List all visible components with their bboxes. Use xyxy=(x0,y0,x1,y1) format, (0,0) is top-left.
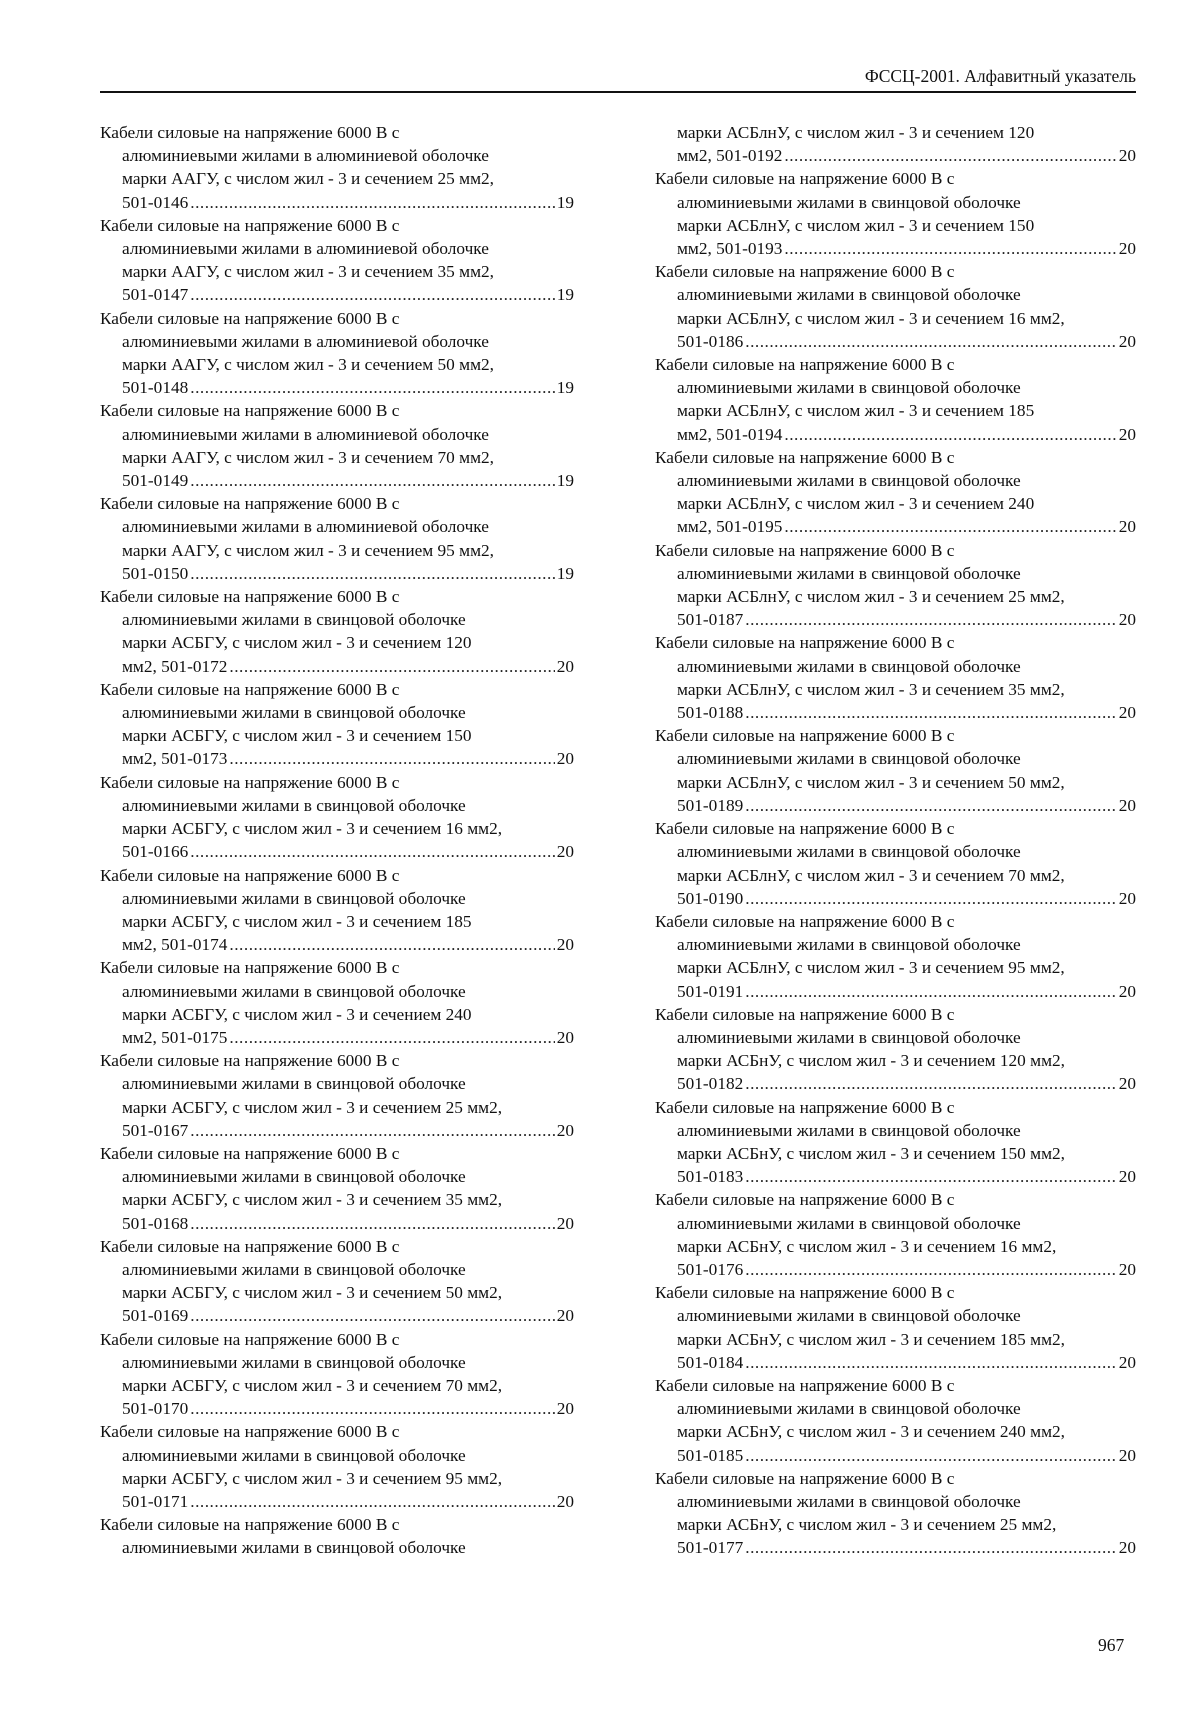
entry-text-line: алюминиевыми жилами в свинцовой оболочке xyxy=(122,1074,466,1094)
dot-leader xyxy=(190,1119,554,1142)
entry-text-line: марки АСБГУ, с числом жил - 3 и сечением 120 xyxy=(122,633,472,653)
dot-leader xyxy=(190,1397,554,1420)
entry-title: Кабели силовые на напряжение 6000 В с xyxy=(100,401,400,421)
entry-title: Кабели силовые на напряжение 6000 В с xyxy=(655,1283,955,1303)
entry-text-line: алюминиевыми жилами в свинцовой оболочке xyxy=(122,1167,466,1187)
entry-text-line: алюминиевыми жилами в свинцовой оболочке xyxy=(677,563,1021,583)
entry-page-number: 20 xyxy=(1118,1259,1136,1279)
entry-text-line: алюминиевыми жилами в свинцовой оболочке xyxy=(677,935,1021,955)
dot-leader xyxy=(190,1490,554,1513)
entry-code-line xyxy=(655,330,1136,353)
index-entry xyxy=(655,1374,1136,1467)
entry-page-number: 20 xyxy=(1118,1167,1136,1187)
entry-text-line: алюминиевыми жилами в алюминиевой оболочке xyxy=(122,146,489,166)
entry-title: Кабели силовые на напряжение 6000 В с xyxy=(655,447,955,467)
dot-leader xyxy=(784,515,1116,538)
entry-code: мм2, 501-0172 xyxy=(122,656,228,676)
entry-code-line xyxy=(655,1444,1136,1467)
entry-code: 501-0183 xyxy=(677,1167,744,1187)
entry-page-number: 20 xyxy=(556,1306,574,1326)
entry-text-line: марки АСБлнУ, с числом жил - 3 и сечением 35 мм2, xyxy=(677,679,1065,699)
index-entry xyxy=(100,1420,574,1513)
dot-leader xyxy=(229,1026,554,1049)
entry-text-line: алюминиевыми жилами в свинцовой оболочке xyxy=(677,192,1021,212)
entry-page-number: 20 xyxy=(1118,239,1136,259)
entry-title: Кабели силовые на напряжение 6000 В с xyxy=(655,169,955,189)
entry-text-line: алюминиевыми жилами в свинцовой оболочке xyxy=(677,1120,1021,1140)
entry-text-line: алюминиевыми жилами в свинцовой оболочке xyxy=(677,656,1021,676)
entry-title: Кабели силовые на напряжение 6000 В с xyxy=(655,911,955,931)
entry-code-line xyxy=(655,515,1136,538)
entry-code-line xyxy=(655,608,1136,631)
entry-code: 501-0176 xyxy=(677,1259,744,1279)
entry-code: мм2, 501-0193 xyxy=(677,239,783,259)
index-entry xyxy=(655,353,1136,446)
entry-code: 501-0169 xyxy=(122,1306,189,1326)
entry-code-line xyxy=(100,747,574,770)
entry-title: Кабели силовые на напряжение 6000 В с xyxy=(100,215,400,235)
entry-code: 501-0166 xyxy=(122,842,189,862)
index-entry xyxy=(100,1049,574,1142)
entry-code: 501-0189 xyxy=(677,795,744,815)
entry-text-line: алюминиевыми жилами в свинцовой оболочке xyxy=(677,1213,1021,1233)
entry-text-line: марки АСБнУ, с числом жил - 3 и сечением 25 мм2, xyxy=(677,1515,1057,1535)
entry-title: Кабели силовые на напряжение 6000 В с xyxy=(655,1097,955,1117)
index-entry xyxy=(655,1188,1136,1281)
entry-code: 501-0167 xyxy=(122,1120,189,1140)
entry-text-line: алюминиевыми жилами в свинцовой оболочке xyxy=(677,749,1021,769)
entry-text-line: марки АСБнУ, с числом жил - 3 и сечением 120 мм2, xyxy=(677,1051,1065,1071)
entry-code: 501-0182 xyxy=(677,1074,744,1094)
entry-title: Кабели силовые на напряжение 6000 В с xyxy=(655,819,955,839)
entry-text-line: марки АСБГУ, с числом жил - 3 и сечением 70 мм2, xyxy=(122,1375,503,1395)
entry-text-line: марки АСБГУ, с числом жил - 3 и сечением 95 мм2, xyxy=(122,1468,503,1488)
entry-title: Кабели силовые на напряжение 6000 В с xyxy=(100,494,400,514)
entry-text-line: марки АСБлнУ, с числом жил - 3 и сечением 185 xyxy=(677,401,1035,421)
entry-title: Кабели силовые на напряжение 6000 В с xyxy=(100,1051,400,1071)
index-entry xyxy=(100,121,574,214)
entry-title: Кабели силовые на напряжение 6000 В с xyxy=(655,633,955,653)
entry-code-line xyxy=(100,840,574,863)
dot-leader xyxy=(745,1444,1116,1467)
index-entry xyxy=(655,1096,1136,1189)
index-entry xyxy=(100,678,574,771)
entry-code: 501-0171 xyxy=(122,1491,189,1511)
dot-leader xyxy=(190,562,554,585)
index-entry xyxy=(655,817,1136,910)
entry-code: мм2, 501-0192 xyxy=(677,146,783,166)
entry-code-line xyxy=(100,1212,574,1235)
dot-leader xyxy=(784,237,1116,260)
entry-code: 501-0168 xyxy=(122,1213,189,1233)
entry-code-line xyxy=(100,376,574,399)
entry-text-line: алюминиевыми жилами в свинцовой оболочке xyxy=(122,1352,466,1372)
dot-leader xyxy=(190,1304,554,1327)
entry-text-line: алюминиевыми жилами в свинцовой оболочке xyxy=(677,1491,1021,1511)
entry-title: Кабели силовые на напряжение 6000 В с xyxy=(100,1236,400,1256)
dot-leader xyxy=(190,469,554,492)
dot-leader xyxy=(784,144,1116,167)
dot-leader xyxy=(745,1165,1116,1188)
dot-leader xyxy=(784,423,1116,446)
entry-text-line: алюминиевыми жилами в алюминиевой оболочке xyxy=(122,424,489,444)
index-entry xyxy=(100,956,574,1049)
index-entry xyxy=(655,910,1136,1003)
index-entry xyxy=(100,307,574,400)
entry-text-line: марки АСБГУ, с числом жил - 3 и сечением 16 мм2, xyxy=(122,819,503,839)
entry-text-line: марки АСБГУ, с числом жил - 3 и сечением 185 xyxy=(122,911,472,931)
entry-page-number: 20 xyxy=(1118,517,1136,537)
dot-leader xyxy=(745,1072,1116,1095)
entry-text-line: алюминиевыми жилами в свинцовой оболочке xyxy=(122,981,466,1001)
index-entry xyxy=(100,1513,574,1559)
entry-code: 501-0177 xyxy=(677,1538,744,1558)
index-entry xyxy=(655,260,1136,353)
entry-title: Кабели силовые на напряжение 6000 В с xyxy=(100,1515,400,1535)
index-entry xyxy=(100,1142,574,1235)
dot-leader xyxy=(190,283,554,306)
index-entry xyxy=(655,446,1136,539)
entry-title: Кабели силовые на напряжение 6000 В с xyxy=(100,958,400,978)
entry-code: 501-0188 xyxy=(677,703,744,723)
index-entry xyxy=(100,864,574,957)
entry-page-number: 20 xyxy=(556,656,574,676)
entry-page-number: 20 xyxy=(1118,981,1136,1001)
index-entry xyxy=(100,771,574,864)
entry-code-line xyxy=(655,701,1136,724)
entry-text-line: алюминиевыми жилами в свинцовой оболочке xyxy=(122,1259,466,1279)
entry-page-number: 20 xyxy=(1118,1538,1136,1558)
entry-page-number: 20 xyxy=(1118,610,1136,630)
entry-text-line: марки АСБлнУ, с числом жил - 3 и сечением 70 мм2, xyxy=(677,865,1065,885)
entry-text-line: марки ААГУ, с числом жил - 3 и сечением 70 мм2, xyxy=(122,447,494,467)
entry-page-number: 20 xyxy=(1118,795,1136,815)
entry-page-number: 20 xyxy=(1118,331,1136,351)
entry-text-line: марки АСБнУ, с числом жил - 3 и сечением 16 мм2, xyxy=(677,1236,1057,1256)
entry-text-line: марки АСБГУ, с числом жил - 3 и сечением 240 xyxy=(122,1004,472,1024)
entry-code: 501-0147 xyxy=(122,285,189,305)
entry-text-line: марки ААГУ, с числом жил - 3 и сечением 95 мм2, xyxy=(122,540,494,560)
entry-code: мм2, 501-0174 xyxy=(122,935,228,955)
entry-code: мм2, 501-0195 xyxy=(677,517,783,537)
entry-code: мм2, 501-0173 xyxy=(122,749,228,769)
entry-text-line: марки АСБГУ, с числом жил - 3 и сечением 35 мм2, xyxy=(122,1190,503,1210)
entry-code: 501-0191 xyxy=(677,981,744,1001)
dot-leader xyxy=(190,840,554,863)
entry-text-line: алюминиевыми жилами в свинцовой оболочке xyxy=(677,1027,1021,1047)
entry-page-number: 20 xyxy=(1118,1445,1136,1465)
dot-leader xyxy=(229,933,554,956)
entry-text-line: марки ААГУ, с числом жил - 3 и сечением 50 мм2, xyxy=(122,355,494,375)
entry-text-line: марки АСБлнУ, с числом жил - 3 и сечением 50 мм2, xyxy=(677,772,1065,792)
page-number: 967 xyxy=(1098,1635,1125,1655)
entry-text-line: алюминиевыми жилами в свинцовой оболочке xyxy=(677,378,1021,398)
entry-code-line xyxy=(655,980,1136,1003)
entry-title: Кабели силовые на напряжение 6000 В с xyxy=(655,540,955,560)
index-entry xyxy=(655,1281,1136,1374)
entry-code: 501-0185 xyxy=(677,1445,744,1465)
index-entry xyxy=(655,631,1136,724)
dot-leader xyxy=(745,330,1116,353)
entry-page-number: 19 xyxy=(556,192,574,212)
entry-title: Кабели силовые на напряжение 6000 В с xyxy=(655,726,955,746)
entry-page-number: 20 xyxy=(556,749,574,769)
entry-title: Кабели силовые на напряжение 6000 В с xyxy=(100,1422,400,1442)
entry-title: Кабели силовые на напряжение 6000 В с xyxy=(100,1143,400,1163)
entry-text-line: алюминиевыми жилами в свинцовой оболочке xyxy=(122,888,466,908)
entry-text-line: марки АСБлнУ, с числом жил - 3 и сечением 25 мм2, xyxy=(677,587,1065,607)
entry-code-line xyxy=(100,469,574,492)
entry-page-number: 19 xyxy=(556,471,574,491)
entry-title: Кабели силовые на напряжение 6000 В с xyxy=(100,308,400,328)
entry-title: Кабели силовые на напряжение 6000 В с xyxy=(655,1004,955,1024)
entry-code-line xyxy=(100,1397,574,1420)
entry-text-line: алюминиевыми жилами в свинцовой оболочке xyxy=(122,610,466,630)
index-entry xyxy=(100,585,574,678)
entry-page-number: 20 xyxy=(556,1491,574,1511)
entry-text-line: марки ААГУ, с числом жил - 3 и сечением 35 мм2, xyxy=(122,262,494,282)
entry-text-line: марки АСБнУ, с числом жил - 3 и сечением 240 мм2, xyxy=(677,1422,1065,1442)
entry-code-line xyxy=(100,562,574,585)
entry-title: Кабели силовые на напряжение 6000 В с xyxy=(655,1375,955,1395)
dot-leader xyxy=(745,1351,1116,1374)
entry-text-line: алюминиевыми жилами в свинцовой оболочке xyxy=(677,1306,1021,1326)
dot-leader xyxy=(745,608,1116,631)
entry-code-line xyxy=(655,1351,1136,1374)
entry-page-number: 20 xyxy=(556,935,574,955)
entry-code-line xyxy=(655,144,1136,167)
entry-title: Кабели силовые на напряжение 6000 В с xyxy=(100,1329,400,1349)
entry-page-number: 20 xyxy=(1118,703,1136,723)
entry-text-line: алюминиевыми жилами в алюминиевой оболочке xyxy=(122,239,489,259)
entry-page-number: 20 xyxy=(556,842,574,862)
index-entry xyxy=(655,167,1136,260)
dot-leader xyxy=(745,1536,1116,1559)
entry-code: мм2, 501-0175 xyxy=(122,1027,228,1047)
index-entry xyxy=(655,1003,1136,1096)
entry-code-line xyxy=(655,423,1136,446)
index-entry xyxy=(100,1235,574,1328)
entry-text-line: алюминиевыми жилами в свинцовой оболочке xyxy=(122,795,466,815)
entry-code: 501-0187 xyxy=(677,610,744,630)
index-entry xyxy=(655,724,1136,817)
entry-code: 501-0150 xyxy=(122,563,189,583)
dot-leader xyxy=(745,794,1116,817)
entry-page-number: 20 xyxy=(1118,1074,1136,1094)
entry-title: Кабели силовые на напряжение 6000 В с xyxy=(100,679,400,699)
entry-code-line xyxy=(655,794,1136,817)
index-entry xyxy=(100,399,574,492)
entry-text-line: алюминиевыми жилами в свинцовой оболочке xyxy=(122,703,466,723)
dot-leader xyxy=(745,980,1116,1003)
entry-code: 501-0190 xyxy=(677,888,744,908)
index-entry xyxy=(655,121,1136,167)
entry-code: 501-0170 xyxy=(122,1399,189,1419)
entry-code: 501-0146 xyxy=(122,192,189,212)
index-entry xyxy=(100,1328,574,1421)
entry-text-line: марки АСБнУ, с числом жил - 3 и сечением 185 мм2, xyxy=(677,1329,1065,1349)
entry-page-number: 20 xyxy=(556,1120,574,1140)
entry-text-line: марки АСБнУ, с числом жил - 3 и сечением 150 мм2, xyxy=(677,1143,1065,1163)
entry-code-line xyxy=(100,1490,574,1513)
entry-page-number: 19 xyxy=(556,378,574,398)
entry-code-line xyxy=(655,1258,1136,1281)
entry-text-line: алюминиевыми жилами в свинцовой оболочке xyxy=(122,1538,466,1558)
entry-title: Кабели силовые на напряжение 6000 В с xyxy=(100,865,400,885)
entry-code-line xyxy=(100,933,574,956)
entry-text-line: алюминиевыми жилами в свинцовой оболочке xyxy=(677,471,1021,491)
entry-code: 501-0149 xyxy=(122,471,189,491)
dot-leader xyxy=(229,747,554,770)
entry-code-line xyxy=(100,1304,574,1327)
index-entry xyxy=(100,214,574,307)
entry-text-line: марки ААГУ, с числом жил - 3 и сечением 25 мм2, xyxy=(122,169,494,189)
entry-text-line: марки АСБлнУ, с числом жил - 3 и сечением 150 xyxy=(677,215,1035,235)
entry-text-line: марки АСБГУ, с числом жил - 3 и сечением 50 мм2, xyxy=(122,1283,503,1303)
entry-page-number: 20 xyxy=(556,1027,574,1047)
entry-code: мм2, 501-0194 xyxy=(677,424,783,444)
index-entry xyxy=(655,539,1136,632)
index-entry xyxy=(100,492,574,585)
entry-page-number: 20 xyxy=(556,1399,574,1419)
index-entry xyxy=(655,1467,1136,1560)
entry-code-line xyxy=(655,1072,1136,1095)
entry-title: Кабели силовые на напряжение 6000 В с xyxy=(655,262,955,282)
entry-text-line: алюминиевыми жилами в свинцовой оболочке xyxy=(677,1399,1021,1419)
entry-code: 501-0148 xyxy=(122,378,189,398)
dot-leader xyxy=(190,1212,554,1235)
entry-page-number: 20 xyxy=(1118,888,1136,908)
entry-code: 501-0186 xyxy=(677,331,744,351)
dot-leader xyxy=(190,376,554,399)
page-header: ФССЦ-2001. Алфавитный указатель xyxy=(100,66,1136,93)
entry-text-line: марки АСБГУ, с числом жил - 3 и сечением 25 мм2, xyxy=(122,1097,503,1117)
entry-code-line xyxy=(655,1165,1136,1188)
entry-title: Кабели силовые на напряжение 6000 В с xyxy=(655,1190,955,1210)
entry-page-number: 20 xyxy=(556,1213,574,1233)
left-column xyxy=(100,121,574,1560)
entry-text-line: марки АСБГУ, с числом жил - 3 и сечением 150 xyxy=(122,726,472,746)
dot-leader xyxy=(745,1258,1116,1281)
entry-code-line xyxy=(100,655,574,678)
entry-page-number: 19 xyxy=(556,563,574,583)
entry-title: Кабели силовые на напряжение 6000 В с xyxy=(100,772,400,792)
entry-code: 501-0184 xyxy=(677,1352,744,1372)
entry-page-number: 20 xyxy=(1118,1352,1136,1372)
entry-page-number: 20 xyxy=(1118,146,1136,166)
dot-leader xyxy=(190,191,554,214)
entry-text-line: алюминиевыми жилами в свинцовой оболочке xyxy=(677,285,1021,305)
right-column xyxy=(655,121,1136,1560)
entry-text-line: марки АСБлнУ, с числом жил - 3 и сечением 95 мм2, xyxy=(677,958,1065,978)
entry-title: Кабели силовые на напряжение 6000 В с xyxy=(100,123,400,142)
entry-code-line xyxy=(655,237,1136,260)
entry-title: Кабели силовые на напряжение 6000 В с xyxy=(655,1468,955,1488)
entry-text-line: алюминиевыми жилами в алюминиевой оболочке xyxy=(122,331,489,351)
entry-text-line: алюминиевыми жилами в свинцовой оболочке xyxy=(122,1445,466,1465)
entry-code-line xyxy=(100,1119,574,1142)
dot-leader xyxy=(745,701,1116,724)
entry-code-line xyxy=(655,1536,1136,1559)
entry-text-line: марки АСБлнУ, с числом жил - 3 и сечением 16 мм2, xyxy=(677,308,1065,328)
entry-text-line: марки АСБлнУ, с числом жил - 3 и сечением 120 xyxy=(677,123,1035,142)
entry-code-line xyxy=(100,283,574,306)
entry-text-line: марки АСБлнУ, с числом жил - 3 и сечением 240 xyxy=(677,494,1035,514)
entry-page-number: 20 xyxy=(1118,424,1136,444)
entry-page-number: 19 xyxy=(556,285,574,305)
entry-title: Кабели силовые на напряжение 6000 В с xyxy=(100,587,400,607)
entry-text-line: алюминиевыми жилами в алюминиевой оболочке xyxy=(122,517,489,537)
entry-title: Кабели силовые на напряжение 6000 В с xyxy=(655,355,955,375)
entry-code-line xyxy=(100,1026,574,1049)
entry-text-line: алюминиевыми жилами в свинцовой оболочке xyxy=(677,842,1021,862)
entry-code-line xyxy=(100,191,574,214)
dot-leader xyxy=(745,887,1116,910)
dot-leader xyxy=(229,655,554,678)
entry-code-line xyxy=(655,887,1136,910)
